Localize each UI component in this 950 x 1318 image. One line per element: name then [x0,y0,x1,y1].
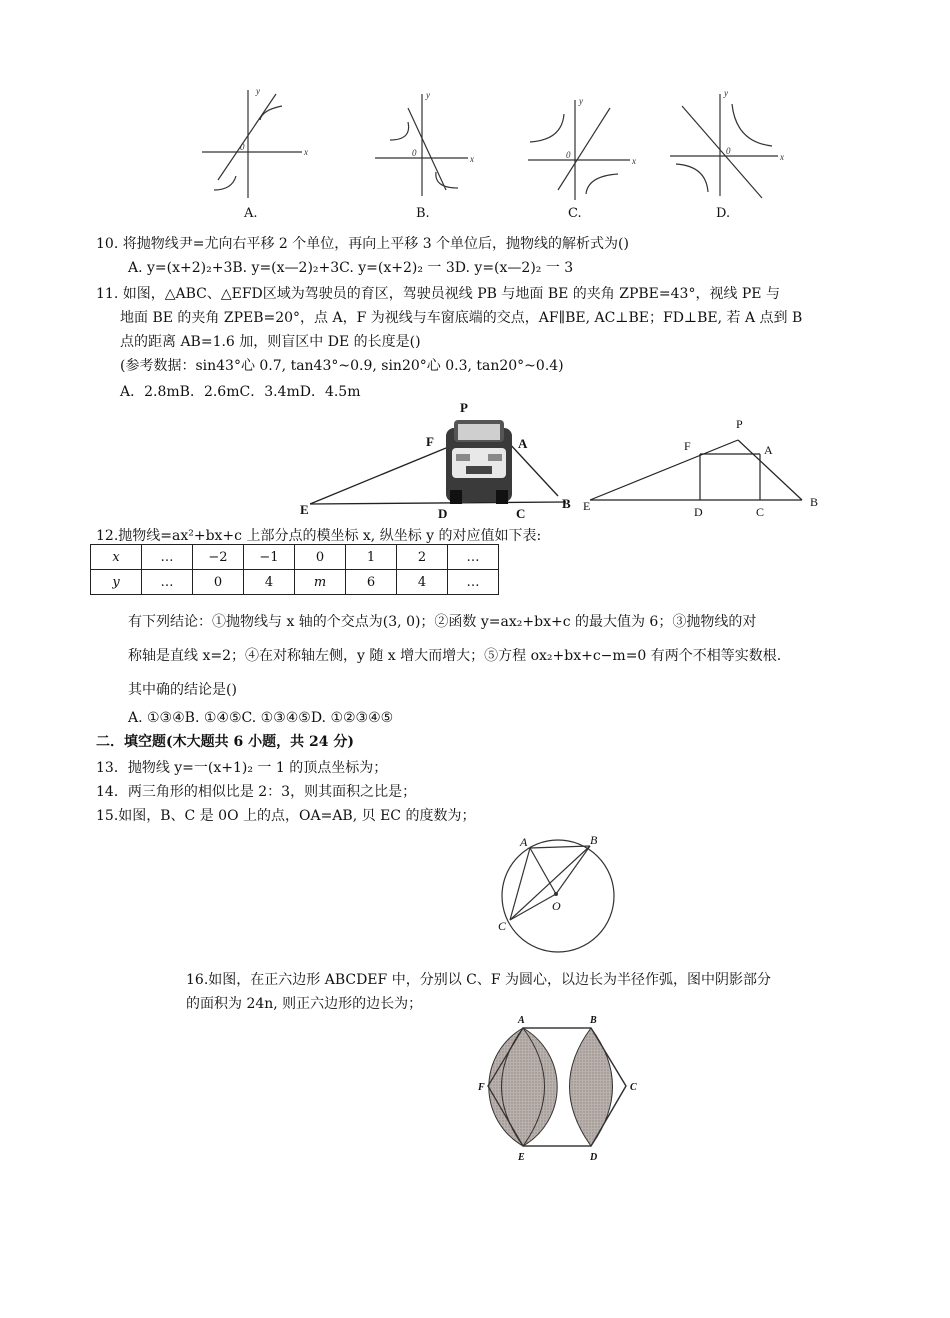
q10-stem: 10. 将抛物线尹=尤向右平移 2 个单位，再向上平移 3 个单位后，抛物线的解析式为() [96,236,629,252]
car-label-a: A [518,436,528,451]
q12-options: A. ①③④B. ①④⑤C. ①③④⑤D. ①②③④⑤ [128,710,394,726]
car-label-f: F [426,434,434,449]
geo-label-d: D [694,505,703,519]
q16-line1: 16.如图，在正六边形 ABCDEF 中，分别以 C、F 为圆心，以边长为半径作弧，图中阴影部分 [186,972,772,988]
hex-label-e: E [518,1152,525,1163]
circle-label-o: O [552,899,561,913]
q12-conclusion-line3: 其中确的结论是() [128,682,237,698]
car-icon [446,420,512,504]
hex-label-b: B [590,1015,597,1026]
svg-text:y: y [579,96,583,106]
q12-value-table [90,544,499,595]
table-cell: 4 [244,570,295,595]
svg-text:0: 0 [726,146,731,156]
q12-stem: 12.抛物线=ax²+bx+c 上部分点的模坐标 x, 纵坐标 y 的对应值如下表: [96,528,542,544]
geo-label-e: E [583,499,591,513]
q14: 14．两三角形的相似比是 2：3，则其面积之比是； [96,784,417,800]
car-label-b: B [562,496,571,511]
graph-label-d: D. [716,206,731,221]
car-label-e: E [300,502,309,517]
graph-b [375,94,468,196]
q11-geometry-figure [584,412,824,522]
q11-line1: 11. 如图，△ABC、△EFD区域为驾驶员的育区，驾驶员视线 PB 与地面 BE 的夹角 ZPBE=43°，视线 PE 与 [96,286,780,302]
q11-line2: 地面 BE 的夹角 ZPEB=20°，点 A，F 为视线与车窗底端的交点，AF∥BE, AC⊥BE；FD⊥BE, 若 A 点到 B [120,310,803,326]
hex-label-d: D [590,1152,598,1163]
geo-label-p: P [736,417,743,431]
graph-label-c: C. [568,206,582,221]
q12-conclusion-line2: 称轴是直线 x=2；④在对称轴左侧，y 随 x 增大而增大；⑤方程 ox₂+bx+c−m=0 有两个不相等实数根. [128,648,782,664]
geo-label-a: A [764,443,773,457]
table-cell: x [91,545,142,570]
hex-label-f: F [478,1082,485,1093]
geo-label-b: B [810,495,819,509]
q11-car-figure [296,398,586,520]
table-cell: … [142,570,193,595]
q12-conclusion-line1: 有下列结论：①抛物线与 x 轴的个交点为(3, 0)；②函数 y=ax₂+bx+c 的最大值为 6；③抛物线的对 [128,614,757,630]
svg-text:0: 0 [566,150,571,160]
function-graphs [190,80,800,230]
circle-label-c: C [498,919,507,933]
table-cell: y [91,570,142,595]
q16-line2: 的面积为 24n, 则正六边形的边长为； [186,996,423,1012]
q16-hexagon-figure [478,1012,648,1170]
section-heading: 二．填空题(木大题共 6 小题，共 24 分) [96,734,354,750]
svg-text:y: y [256,86,260,96]
svg-text:x: x [632,156,636,166]
table-cell: … [142,545,193,570]
graph-label-a: A. [244,206,258,221]
table-cell: 0 [295,545,346,570]
table-cell: 2 [397,545,448,570]
q15-circle-figure [496,830,626,958]
circle-label-b: B [590,833,598,847]
q10-options: A. y=(x+2)₂+3B. y=(x—2)₂+3C. y=(x+2)₂ 一 3D. y=(x—2)₂ 一 3 [128,260,574,276]
car-label-c: C [516,506,526,521]
svg-text:y: y [426,90,430,100]
svg-text:x: x [470,154,474,164]
graph-d [670,94,778,198]
q11-line3: 点的距离 AB=1.6 加，则盲区中 DE 的长度是() [120,334,421,350]
geo-label-f: F [684,439,691,453]
circle-label-a: A [520,835,528,849]
geo-label-c: C [756,505,765,519]
table-cell: 0 [193,570,244,595]
svg-text:y: y [724,88,728,98]
graph-c [528,100,630,200]
q11-line4: (参考数据：sin43°心 0.7, tan43°~0.9, sin20°心 0.3, tan20°~0.4) [120,358,564,374]
hex-label-a: A [518,1015,525,1026]
car-label-d: D [438,506,448,521]
table-cell: 4 [397,570,448,595]
table-cell: … [448,570,499,595]
svg-text:x: x [780,152,784,162]
car-label-p: P [460,400,468,415]
svg-text:0: 0 [412,148,417,158]
q15: 15.如图，B、C 是 0O 上的点，OA=AB, 贝 EC 的度数为； [96,808,476,824]
svg-text:0: 0 [240,142,245,152]
q13: 13．抛物线 y=一(x+1)₂ 一 1 的顶点坐标为； [96,760,388,776]
table-row [91,570,499,595]
table-cell: … [448,545,499,570]
table-cell: 1 [346,545,397,570]
table-cell: −1 [244,545,295,570]
table-row [91,545,499,570]
hex-label-c: C [630,1082,637,1093]
q11-options: A．2.8mB．2.6mC．3.4mD．4.5m [120,384,361,400]
svg-text:x: x [304,147,308,157]
graph-label-b: B. [416,206,430,221]
table-cell: 6 [346,570,397,595]
graph-a [202,90,302,198]
table-cell: m [295,570,346,595]
table-cell: −2 [193,545,244,570]
